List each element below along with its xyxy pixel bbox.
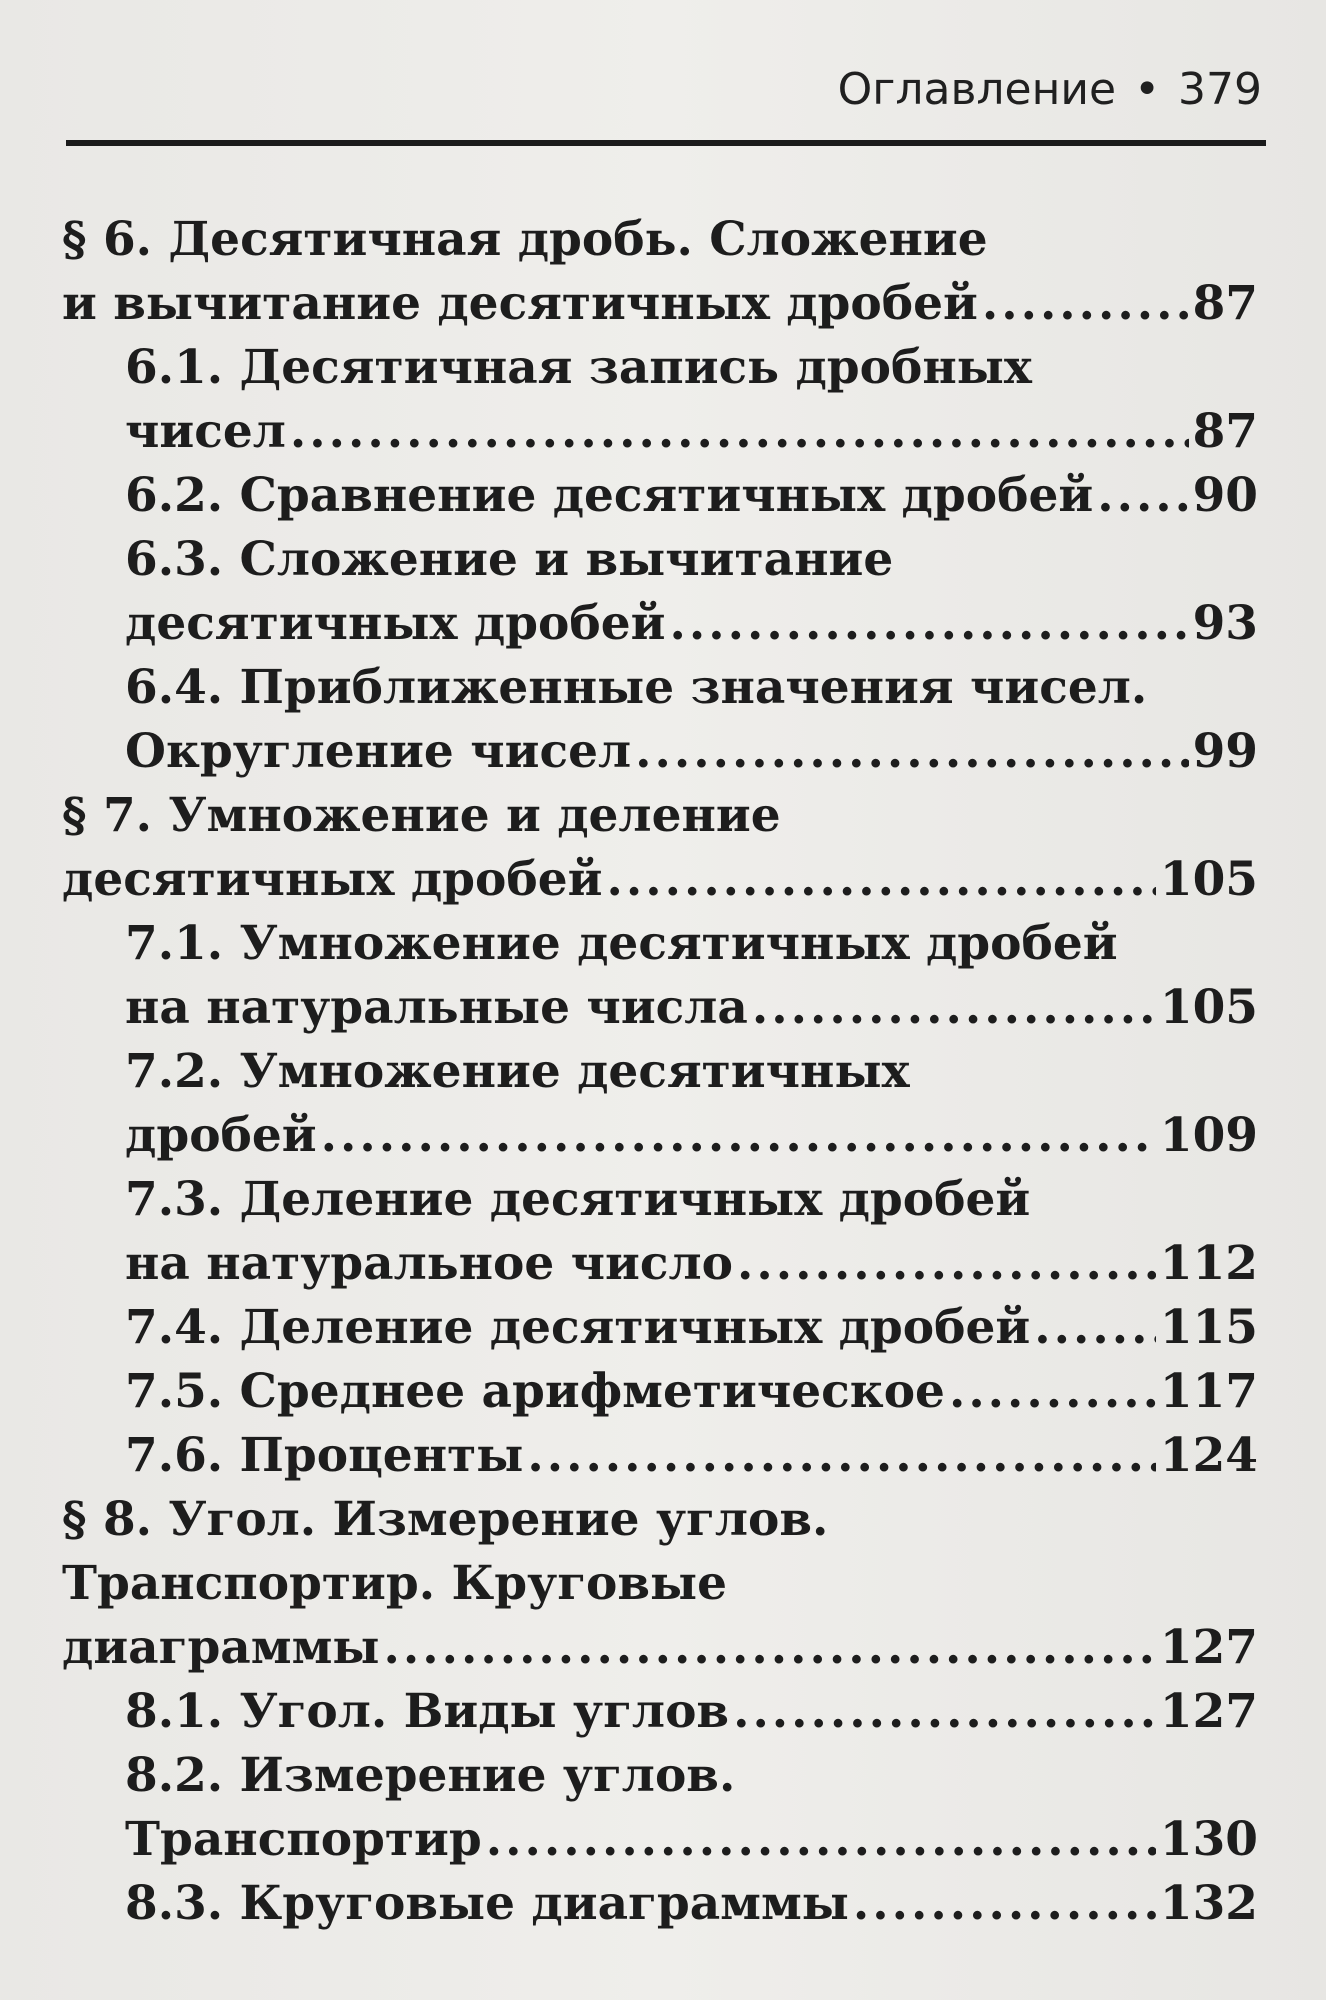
toc-page-number: 130 — [1159, 1812, 1258, 1867]
dot-leader — [384, 1616, 1156, 1680]
header-rule — [66, 140, 1266, 146]
dot-leader — [486, 1808, 1156, 1872]
dot-leader — [733, 1680, 1156, 1744]
toc-line — [0, 784, 1326, 848]
toc-line — [0, 1232, 1258, 1296]
toc-line — [0, 1680, 1258, 1744]
toc-text: и вычитание десятичных дробей — [62, 276, 978, 331]
toc-line — [0, 1488, 1326, 1552]
toc-text: 6.4. Приближенные значения чисел. — [125, 660, 1148, 715]
toc-page-number: 93 — [1192, 596, 1258, 651]
toc-text: на натуральное число — [125, 1236, 734, 1291]
toc-text: 6.3. Сложение и вычитание — [125, 532, 894, 587]
toc-text: § 6. Десятичная дробь. Сложение — [62, 212, 988, 267]
toc-text: 7.6. Проценты — [125, 1428, 524, 1483]
toc-text: Транспортир. Круговые — [62, 1556, 728, 1611]
toc-line — [0, 400, 1258, 464]
toc-line — [0, 336, 1326, 400]
dot-leader — [1034, 1296, 1156, 1360]
toc-line — [0, 720, 1258, 784]
toc-page-number: 99 — [1192, 724, 1258, 779]
toc-line — [0, 1616, 1258, 1680]
dot-leader — [321, 1104, 1156, 1168]
toc-page-number: 127 — [1159, 1620, 1258, 1675]
toc-line — [0, 272, 1258, 336]
toc-line — [0, 464, 1258, 528]
toc-text: десятичных дробей — [125, 596, 666, 651]
toc-text: на натуральные числа — [125, 980, 748, 1035]
dot-leader — [949, 1360, 1156, 1424]
table-of-contents — [0, 208, 1326, 1936]
toc-page-number: 109 — [1159, 1108, 1258, 1163]
toc-text: чисел — [125, 404, 286, 459]
bullet-separator: • — [1134, 64, 1161, 115]
toc-text: 8.2. Измерение углов. — [125, 1748, 736, 1803]
toc-text: 8.1. Угол. Виды углов — [125, 1684, 730, 1739]
toc-text: 7.2. Умножение десятичных — [125, 1044, 910, 1099]
dot-leader — [1097, 464, 1188, 528]
dot-leader — [752, 976, 1156, 1040]
toc-text: 7.4. Деление десятичных дробей — [125, 1300, 1031, 1355]
toc-page-number: 87 — [1192, 276, 1258, 331]
dot-leader — [290, 400, 1189, 464]
toc-page-number: 90 — [1192, 468, 1258, 523]
toc-line — [0, 592, 1258, 656]
dot-leader — [635, 720, 1188, 784]
toc-line — [0, 1744, 1326, 1808]
toc-line — [0, 208, 1326, 272]
toc-line — [0, 1296, 1258, 1360]
toc-line — [0, 1104, 1258, 1168]
dot-leader — [527, 1424, 1156, 1488]
toc-page-number: 132 — [1159, 1876, 1258, 1931]
toc-text: 7.1. Умножение десятичных дробей — [125, 916, 1118, 971]
toc-page-number: 105 — [1159, 852, 1258, 907]
dot-leader — [853, 1872, 1156, 1936]
toc-text: десятичных дробей — [62, 852, 603, 907]
toc-page-number: 87 — [1192, 404, 1258, 459]
toc-text: Округление чисел — [125, 724, 632, 779]
dot-leader — [737, 1232, 1156, 1296]
toc-text: 6.1. Десятичная запись дробных — [125, 340, 1032, 395]
toc-line — [0, 1872, 1258, 1936]
toc-text: дробей — [125, 1108, 317, 1163]
toc-line — [0, 1808, 1258, 1872]
page-number: 379 — [1178, 64, 1262, 115]
running-head — [0, 62, 1262, 118]
toc-line — [0, 848, 1258, 912]
toc-line — [0, 1424, 1258, 1488]
dot-leader — [670, 592, 1189, 656]
toc-page-number: 127 — [1159, 1684, 1258, 1739]
toc-page-number: 115 — [1159, 1300, 1258, 1355]
dot-leader — [982, 272, 1189, 336]
toc-line — [0, 1552, 1326, 1616]
toc-line — [0, 528, 1326, 592]
toc-text: диаграммы — [62, 1620, 380, 1675]
toc-text: Транспортир — [125, 1812, 482, 1867]
toc-page-number: 124 — [1159, 1428, 1258, 1483]
toc-text: 6.2. Сравнение десятичных дробей — [125, 468, 1094, 523]
section-title: Оглавление — [837, 64, 1117, 115]
toc-line — [0, 656, 1326, 720]
toc-text: 7.5. Среднее арифметическое — [125, 1364, 945, 1419]
toc-page-number: 105 — [1159, 980, 1258, 1035]
toc-text: 7.3. Деление десятичных дробей — [125, 1172, 1031, 1227]
toc-page-number: 112 — [1159, 1236, 1258, 1291]
toc-line — [0, 912, 1326, 976]
toc-line — [0, 1168, 1326, 1232]
dot-leader — [607, 848, 1156, 912]
toc-line — [0, 1360, 1258, 1424]
toc-line — [0, 1040, 1326, 1104]
toc-page-number: 117 — [1159, 1364, 1258, 1419]
toc-line — [0, 976, 1258, 1040]
toc-text: § 8. Угол. Измерение углов. — [62, 1492, 829, 1547]
toc-text: 8.3. Круговые диаграммы — [125, 1876, 849, 1931]
toc-text: § 7. Умножение и деление — [62, 788, 781, 843]
